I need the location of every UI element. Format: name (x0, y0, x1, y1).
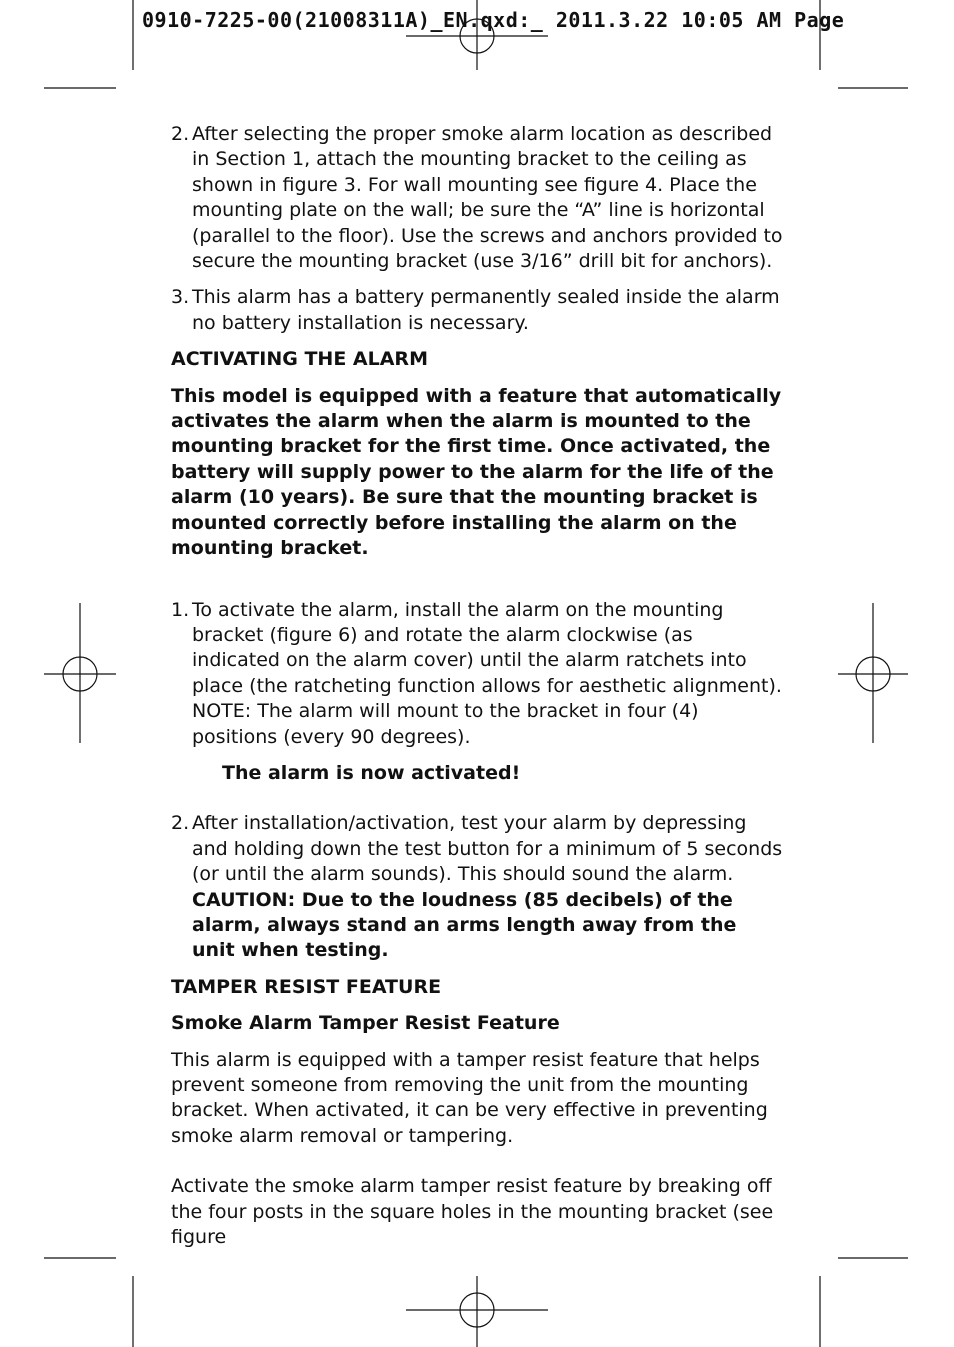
list-item (171, 122, 783, 274)
page-content (171, 122, 783, 1250)
item-text: After installation/activation, test your alarm by depressing and holding down the test button for a minimum of 5 seconds (or until the alarm sounds). This should sound the alarm. (192, 812, 783, 886)
item-text: To activate the alarm, install the alarm on the mounting bracket (figure 6) and rotate the alarm clockwise (as indicated on the alarm cover) until the alarm ratchets into place (the ratcheting function allows for aesthetic alignment). NOTE: The alarm will mount to the bracket in four (4) positions (every 90 degrees). (192, 598, 782, 748)
sub-heading: Smoke Alarm Tamper Resist Feature (171, 1012, 560, 1035)
item-number: 2. (171, 812, 190, 835)
body-paragraph: Activate the smoke alarm tamper resist feature by breaking off the four posts in the square holes in the mounting bracket (see figure (171, 1175, 774, 1249)
item-text-wrapper (192, 811, 783, 963)
list-item (171, 598, 783, 750)
item-text: This alarm has a battery permanently sealed inside the alarm no battery installation is necessary. (192, 286, 780, 334)
item-number: 3. (171, 286, 190, 309)
list-item (171, 811, 783, 963)
caution-text: CAUTION: Due to the loudness (85 decibels) of the alarm, always stand an arms length away from the unit when testing. (192, 888, 737, 962)
item-number: 1. (171, 598, 190, 621)
file-slug: 0910-7225-00(21008311A)_EN.qxd:_ 2011.3.22 10:05 AM Page (142, 8, 845, 32)
item-number: 2. (171, 123, 190, 145)
section-heading: ACTIVATING THE ALARM (171, 348, 428, 371)
activated-note: The alarm is now activated! (222, 761, 521, 784)
intro-paragraph: This model is equipped with a feature that automatically activates the alarm when the alarm is mounted to the mounting bracket for the first time. Once activated, the battery will supply power to the alarm for the life of the alarm (10 years). Be sure that the mounting bracket is mounted correctly before installing the alarm on the mounting bracket. (171, 384, 782, 560)
body-paragraph: This alarm is equipped with a tamper resist feature that helps prevent someone from removing the unit from the mounting bracket. When activated, it can be very effective in preventing smoke alarm removal or tampering. (171, 1048, 768, 1147)
section-heading: TAMPER RESIST FEATURE (171, 975, 442, 998)
item-text: After selecting the proper smoke alarm location as described in Section 1, attach the mounting bracket to the ceiling as shown in figure 3. For wall mounting see figure 4. Place the mounting plate on the wall; be sure the “A” line is horizontal (parallel to the floor). Use the screws and anchors provided to secure the mounting bracket (use 3/16” drill bit for anchors). (192, 123, 783, 273)
list-item (171, 285, 783, 336)
